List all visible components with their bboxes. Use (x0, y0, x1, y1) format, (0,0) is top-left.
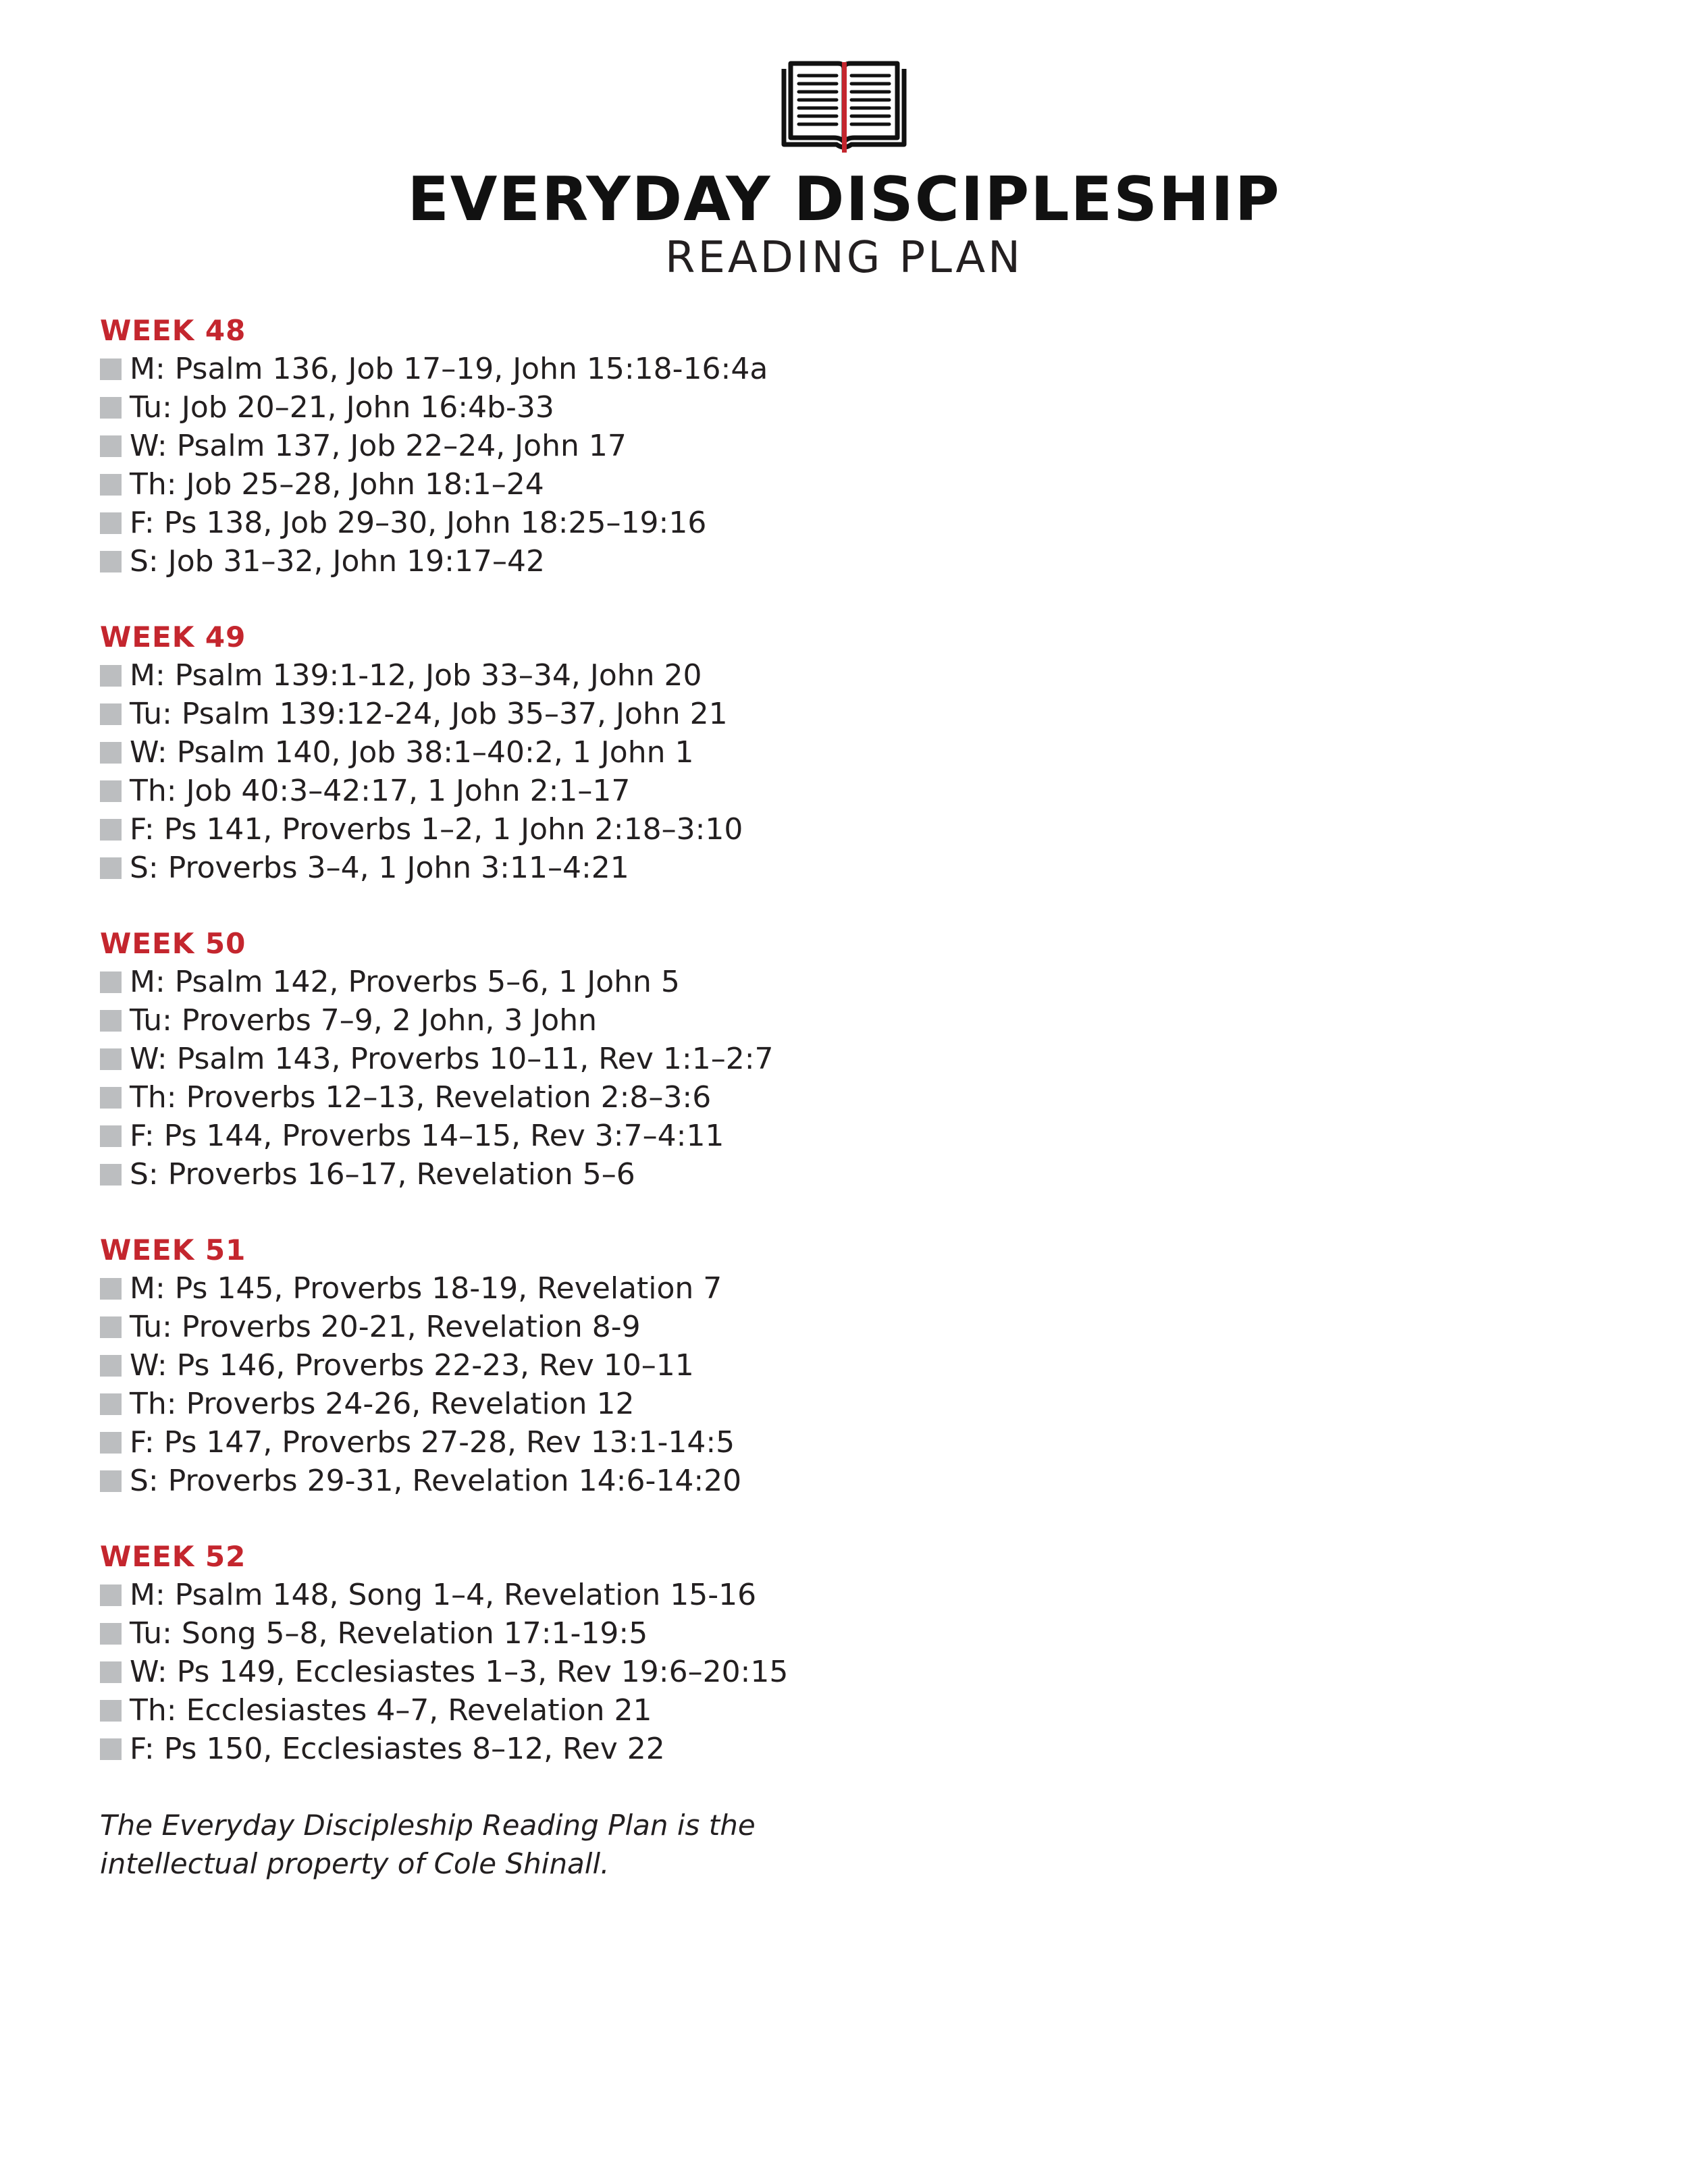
page-header (0, 59, 1688, 284)
week-section (100, 1538, 1383, 1768)
reading-text: Th: Job 25–28, John 18:1–24 (130, 467, 544, 502)
checkbox-square-icon[interactable] (100, 1087, 122, 1109)
checkbox-square-icon[interactable] (100, 1700, 122, 1722)
checkbox-square-icon[interactable] (100, 1125, 122, 1147)
reading-plan-content (100, 312, 1383, 1883)
checkbox-square-icon[interactable] (100, 1355, 122, 1377)
checkbox-square-icon[interactable] (100, 1393, 122, 1415)
reading-item (100, 963, 1383, 1001)
reading-text: W: Psalm 143, Proverbs 10–11, Rev 1:1–2:7 (130, 1042, 774, 1076)
reading-item (100, 1155, 1383, 1194)
checkbox-square-icon[interactable] (100, 1432, 122, 1454)
reading-item (100, 733, 1383, 772)
reading-text: M: Psalm 136, Job 17–19, John 15:18-16:4a (130, 352, 768, 386)
week-section (100, 618, 1383, 887)
reading-item (100, 772, 1383, 810)
week-section (100, 1231, 1383, 1500)
checkbox-square-icon[interactable] (100, 1470, 122, 1492)
reading-text: F: Ps 147, Proverbs 27-28, Rev 13:1-14:5 (130, 1425, 735, 1460)
reading-text: Th: Job 40:3–42:17, 1 John 2:1–17 (130, 774, 631, 808)
reading-item (100, 1308, 1383, 1346)
reading-text: W: Ps 149, Ecclesiastes 1–3, Rev 19:6–20:15 (130, 1655, 789, 1689)
reading-item (100, 1117, 1383, 1155)
reading-text: F: Ps 150, Ecclesiastes 8–12, Rev 22 (130, 1732, 665, 1766)
reading-item (100, 1730, 1383, 1768)
reading-item (100, 1078, 1383, 1117)
copyright-line-1: The Everyday Discipleship Reading Plan is the (100, 1809, 756, 1842)
week-section (100, 925, 1383, 1194)
checkbox-square-icon[interactable] (100, 1661, 122, 1683)
reading-text: F: Ps 138, Job 29–30, John 18:25–19:16 (130, 506, 707, 540)
reading-item (100, 1423, 1383, 1462)
checkbox-square-icon[interactable] (100, 819, 122, 841)
reading-item (100, 1691, 1383, 1730)
reading-item (100, 1653, 1383, 1691)
reading-item (100, 1614, 1383, 1653)
checkbox-square-icon[interactable] (100, 551, 122, 572)
reading-item (100, 656, 1383, 695)
reading-item (100, 1346, 1383, 1385)
week-section (100, 312, 1383, 581)
reading-text: Th: Proverbs 12–13, Revelation 2:8–3:6 (130, 1080, 712, 1115)
reading-item (100, 465, 1383, 504)
checkbox-square-icon[interactable] (100, 780, 122, 802)
week-title: WEEK 48 (100, 314, 246, 347)
checkbox-square-icon[interactable] (100, 857, 122, 879)
reading-item (100, 1001, 1383, 1040)
reading-text: M: Ps 145, Proverbs 18-19, Revelation 7 (130, 1271, 722, 1306)
checkbox-square-icon[interactable] (100, 1623, 122, 1645)
checkbox-square-icon[interactable] (100, 435, 122, 457)
reading-text: Tu: Job 20–21, John 16:4b-33 (130, 390, 554, 425)
reading-text: W: Psalm 140, Job 38:1–40:2, 1 John 1 (130, 735, 694, 770)
reading-item (100, 427, 1383, 465)
checkbox-square-icon[interactable] (100, 742, 122, 764)
page-subtitle: READING PLAN (664, 233, 1024, 283)
week-title: WEEK 52 (100, 1540, 246, 1573)
reading-text: S: Job 31–32, John 19:17–42 (130, 544, 545, 579)
checkbox-square-icon[interactable] (100, 474, 122, 496)
reading-text: Tu: Proverbs 7–9, 2 John, 3 John (130, 1003, 597, 1038)
checkbox-square-icon[interactable] (100, 1278, 122, 1300)
reading-item (100, 350, 1383, 388)
reading-text: F: Ps 144, Proverbs 14–15, Rev 3:7–4:11 (130, 1119, 724, 1153)
open-book-icon (780, 59, 908, 154)
reading-item (100, 388, 1383, 427)
reading-text: W: Psalm 137, Job 22–24, John 17 (130, 429, 627, 463)
page-title: EVERYDAY DISCIPLESHIP (407, 164, 1281, 235)
reading-item (100, 542, 1383, 581)
reading-text: M: Psalm 148, Song 1–4, Revelation 15-16 (130, 1578, 757, 1612)
checkbox-square-icon[interactable] (100, 512, 122, 534)
reading-item (100, 810, 1383, 849)
checkbox-square-icon[interactable] (100, 1316, 122, 1338)
reading-item (100, 849, 1383, 887)
reading-text: M: Psalm 139:1-12, Job 33–34, John 20 (130, 658, 702, 693)
reading-item (100, 504, 1383, 542)
week-title: WEEK 50 (100, 927, 246, 960)
reading-item (100, 1385, 1383, 1423)
checkbox-square-icon[interactable] (100, 358, 122, 380)
reading-text: M: Psalm 142, Proverbs 5–6, 1 John 5 (130, 965, 680, 999)
checkbox-square-icon[interactable] (100, 971, 122, 993)
reading-text: Tu: Song 5–8, Revelation 17:1-19:5 (130, 1616, 648, 1651)
reading-item (100, 1576, 1383, 1614)
checkbox-square-icon[interactable] (100, 665, 122, 687)
checkbox-square-icon[interactable] (100, 1738, 122, 1760)
reading-text: Tu: Psalm 139:12-24, Job 35–37, John 21 (130, 697, 728, 731)
reading-text: S: Proverbs 3–4, 1 John 3:11–4:21 (130, 851, 629, 885)
reading-text: Tu: Proverbs 20-21, Revelation 8-9 (130, 1310, 641, 1344)
reading-text: S: Proverbs 29-31, Revelation 14:6-14:20 (130, 1464, 742, 1498)
reading-text: Th: Proverbs 24-26, Revelation 12 (130, 1387, 635, 1421)
copyright-note (100, 1806, 1383, 1883)
reading-text: S: Proverbs 16–17, Revelation 5–6 (130, 1157, 635, 1192)
weeks-list (100, 312, 1383, 1768)
checkbox-square-icon[interactable] (100, 1164, 122, 1186)
reading-item (100, 1462, 1383, 1500)
week-title: WEEK 51 (100, 1233, 246, 1267)
reading-item (100, 1040, 1383, 1078)
reading-item (100, 1269, 1383, 1308)
checkbox-square-icon[interactable] (100, 703, 122, 725)
copyright-line-2: intellectual property of Cole Shinall. (100, 1847, 610, 1880)
checkbox-square-icon[interactable] (100, 1010, 122, 1032)
checkbox-square-icon[interactable] (100, 1584, 122, 1606)
reading-text: Th: Ecclesiastes 4–7, Revelation 21 (130, 1693, 652, 1728)
checkbox-square-icon[interactable] (100, 397, 122, 419)
reading-text: F: Ps 141, Proverbs 1–2, 1 John 2:18–3:10 (130, 812, 743, 847)
reading-item (100, 695, 1383, 733)
checkbox-square-icon[interactable] (100, 1048, 122, 1070)
week-title: WEEK 49 (100, 620, 246, 654)
reading-text: W: Ps 146, Proverbs 22-23, Rev 10–11 (130, 1348, 694, 1383)
